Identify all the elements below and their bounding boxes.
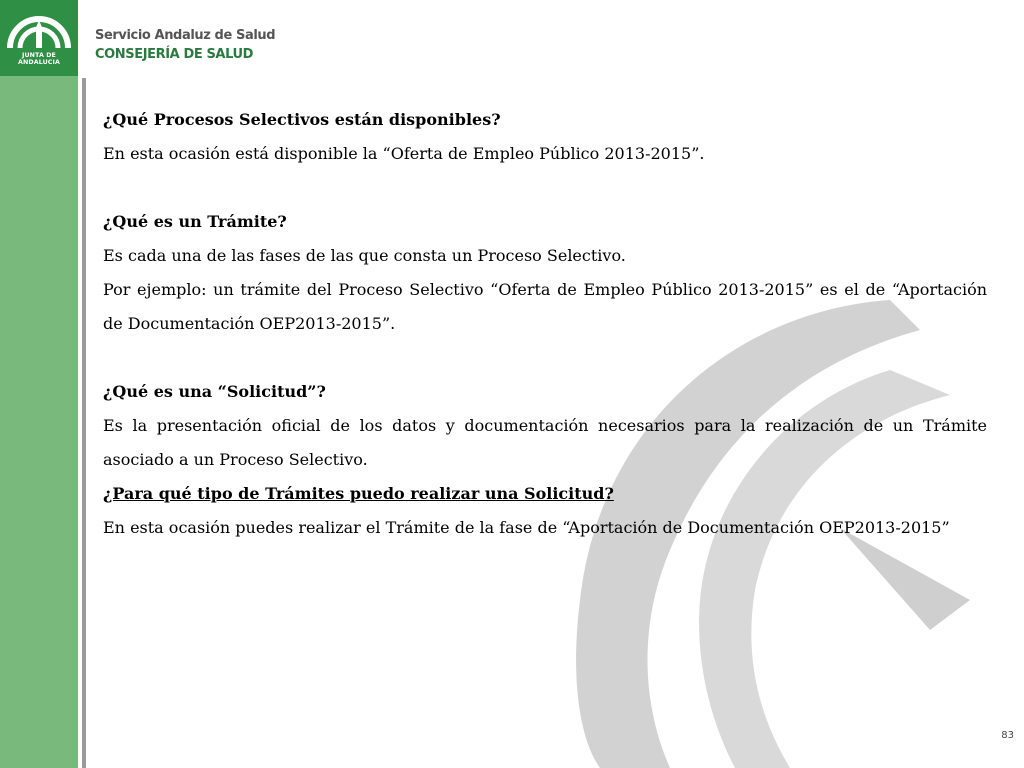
logo-caption: JUNTA DE ANDALUCIA <box>18 52 60 66</box>
junta-arch-icon <box>4 4 74 52</box>
junta-logo <box>0 0 78 76</box>
side-divider <box>82 78 86 768</box>
page-number: 83 <box>1001 730 1014 741</box>
answer-2-line-2: Por ejemplo: un trámite del Proceso Selectivo “Oferta de Empleo Público 2013-2015” es el de “Aportación de Documentación OEP2013-2015”. <box>103 280 987 333</box>
org-name: Servicio Andaluz de Salud <box>95 28 276 43</box>
answer-1-line-1: En esta ocasión está disponible la “Oferta de Empleo Público 2013-2015”. <box>103 144 705 163</box>
question-2: ¿Qué es un Trámite? <box>103 212 287 231</box>
answer-4-line-1: En esta ocasión puedes realizar el Trámite de la fase de “Aportación de Documentación OEP2013-2015” <box>103 518 950 537</box>
question-4: ¿Para qué tipo de Trámites puedo realizar una Solicitud? <box>103 484 614 503</box>
answer-3-line-1: Es la presentación oficial de los datos y documentación necesarios para la realización de un Trámite asociado a un Proceso Selectivo. <box>103 416 987 469</box>
side-band <box>0 0 78 768</box>
question-1: ¿Qué Procesos Selectivos están disponibles? <box>103 110 501 129</box>
faq-content <box>103 103 987 545</box>
org-department: CONSEJERÍA DE SALUD <box>95 47 254 62</box>
answer-2-line-1: Es cada una de las fases de las que consta un Proceso Selectivo. <box>103 246 626 265</box>
question-3: ¿Qué es una “Solicitud”? <box>103 382 326 401</box>
